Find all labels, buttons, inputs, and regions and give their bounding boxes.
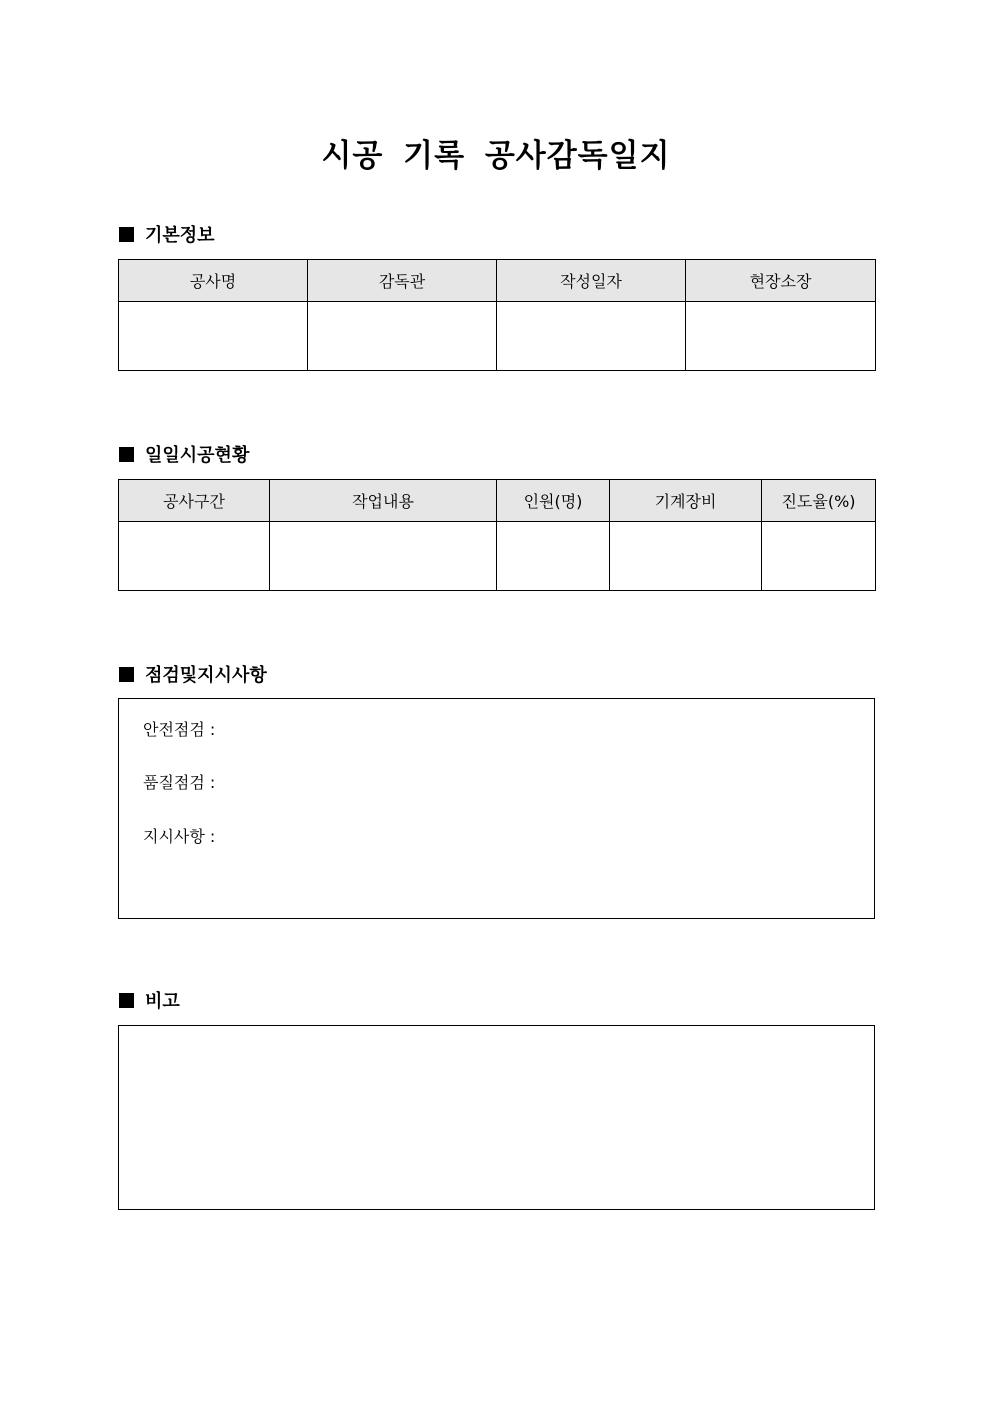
progress-cell[interactable] <box>762 522 876 591</box>
section-title: 비고 <box>145 991 180 1012</box>
column-header-equipment: 기계장비 <box>610 480 762 522</box>
column-header-section: 공사구간 <box>119 480 270 522</box>
table-row <box>119 522 876 591</box>
table-header-row <box>119 480 876 522</box>
column-header-progress: 진도율(%) <box>762 480 876 522</box>
column-header-date: 작성일자 <box>497 260 686 302</box>
column-header-site-manager: 현장소장 <box>686 260 876 302</box>
square-bullet-icon <box>119 227 134 242</box>
daily-status-table <box>118 479 876 591</box>
safety-check-label: 안전점검 : <box>143 720 216 739</box>
date-cell[interactable] <box>497 302 686 371</box>
square-bullet-icon <box>119 447 134 462</box>
equipment-cell[interactable] <box>610 522 762 591</box>
project-name-cell[interactable] <box>119 302 308 371</box>
section-title: 기본정보 <box>145 225 215 246</box>
inspection-box[interactable] <box>118 698 875 919</box>
section-heading-inspection <box>119 662 267 686</box>
section-cell[interactable] <box>119 522 270 591</box>
quality-check-label: 품질점검 : <box>143 773 216 792</box>
section-heading-daily-status <box>119 442 249 466</box>
column-header-project-name: 공사명 <box>119 260 308 302</box>
section-title: 점검및지시사항 <box>145 665 267 686</box>
personnel-cell[interactable] <box>497 522 610 591</box>
column-header-work-content: 작업내용 <box>270 480 497 522</box>
section-heading-remarks <box>119 988 180 1012</box>
square-bullet-icon <box>119 667 134 682</box>
table-header-row <box>119 260 876 302</box>
document-title: 시공 기록 공사감독일지 <box>321 138 671 174</box>
instructions-label: 지시사항 : <box>143 827 216 846</box>
square-bullet-icon <box>119 993 134 1008</box>
site-manager-cell[interactable] <box>686 302 876 371</box>
section-heading-basic-info <box>119 222 215 246</box>
column-header-personnel: 인원(명) <box>497 480 610 522</box>
column-header-supervisor: 감독관 <box>308 260 497 302</box>
work-content-cell[interactable] <box>270 522 497 591</box>
remarks-box[interactable] <box>118 1025 875 1210</box>
supervisor-cell[interactable] <box>308 302 497 371</box>
section-title: 일일시공현황 <box>145 445 250 466</box>
basic-info-table <box>118 259 876 371</box>
table-row <box>119 302 876 371</box>
